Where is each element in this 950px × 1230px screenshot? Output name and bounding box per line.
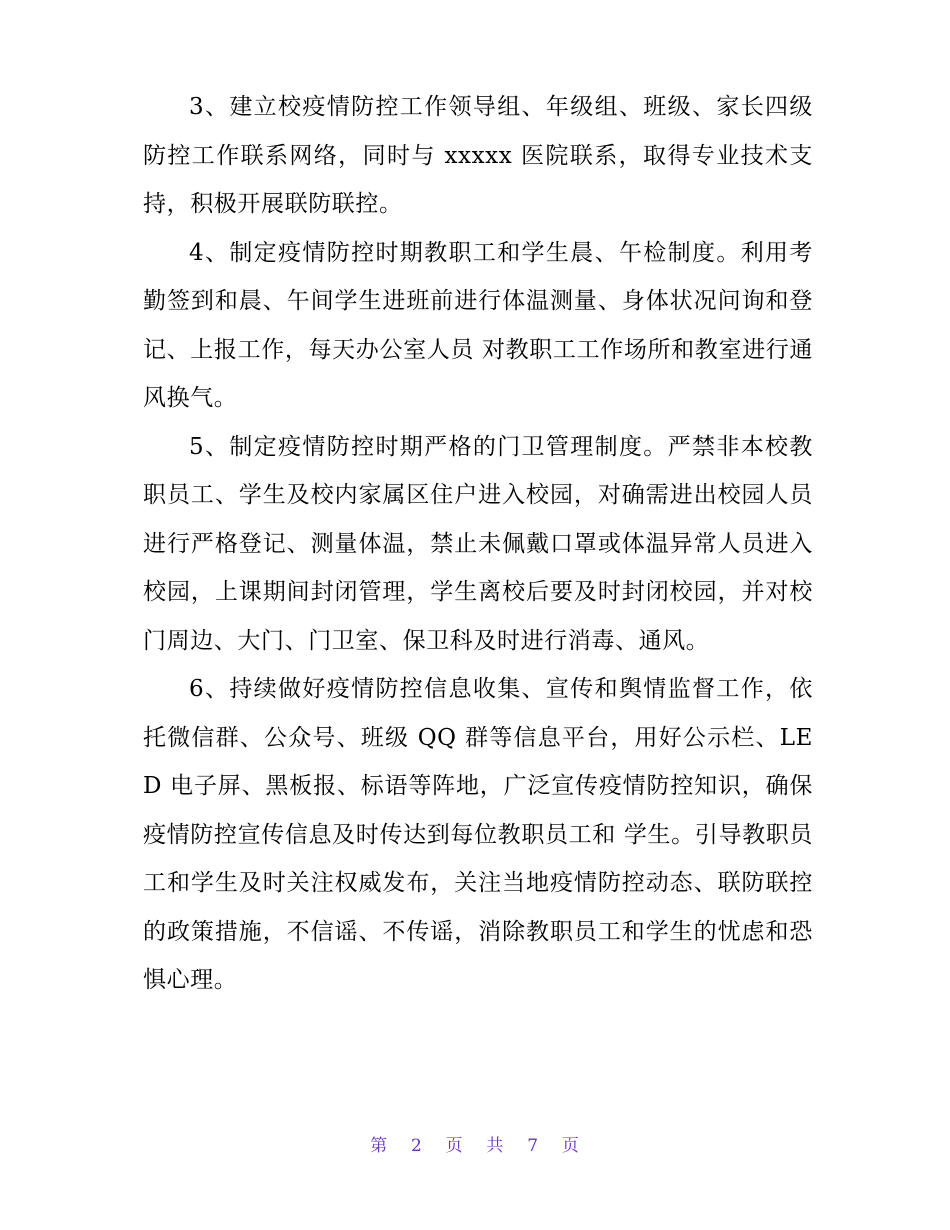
paragraph-6: 6、持续做好疫情防控信息收集、宣传和舆情监督工作，依托微信群、公众号、班级 QQ 群等信息平台，用好公示栏、LED 电子屏、黑板报、标语等阵地，广泛宣传疫情防控知识，确保疫情防控宣传信息及时传达到每位教职员工和 学生。引导教职员工和学生及时关注权威发布，关注当地疫情防控动态、联防联控的政策措施，不信谣、不传谣，消除教职员工和学生的忧虑和恐惧心理。 — [143, 676, 813, 993]
document-body — [143, 83, 813, 1005]
paragraph-3: 3、建立校疫情防控工作领导组、年级组、班级、家长四级防控工作联系网络，同时与 xxxxx 医院联系，取得专业技术支持，积极开展联防联控。 — [143, 94, 813, 217]
footer-total-suffix: 页 — [561, 1136, 580, 1156]
footer-prefix: 第 — [370, 1136, 389, 1156]
footer-total-pages: 7 — [527, 1136, 540, 1156]
paragraph-4: 4、制定疫情防控时期教职工和学生晨、午检制度。利用考勤签到和晨、午间学生进班前进行体温测量、身体状况问询和登记、上报工作，每天办公室人员 对教职工工作场所和教室进行通风换气。 — [143, 239, 813, 411]
footer-total-prefix: 共 — [486, 1136, 505, 1156]
footer-page-word: 页 — [445, 1136, 464, 1156]
page-footer — [0, 1134, 950, 1158]
paragraph-5: 5、制定疫情防控时期严格的门卫管理制度。严禁非本校教职员工、学生及校内家属区住户进入校园，对确需进出校园人员进行严格登记、测量体温，禁止未佩戴口罩或体温异常人员进入校园，上课期间封闭管理，学生离校后要及时封闭校园，并对校门周边、大门、门卫室、保卫科及时进行消毒、通风。 — [143, 433, 813, 654]
footer-current-page: 2 — [410, 1136, 423, 1156]
